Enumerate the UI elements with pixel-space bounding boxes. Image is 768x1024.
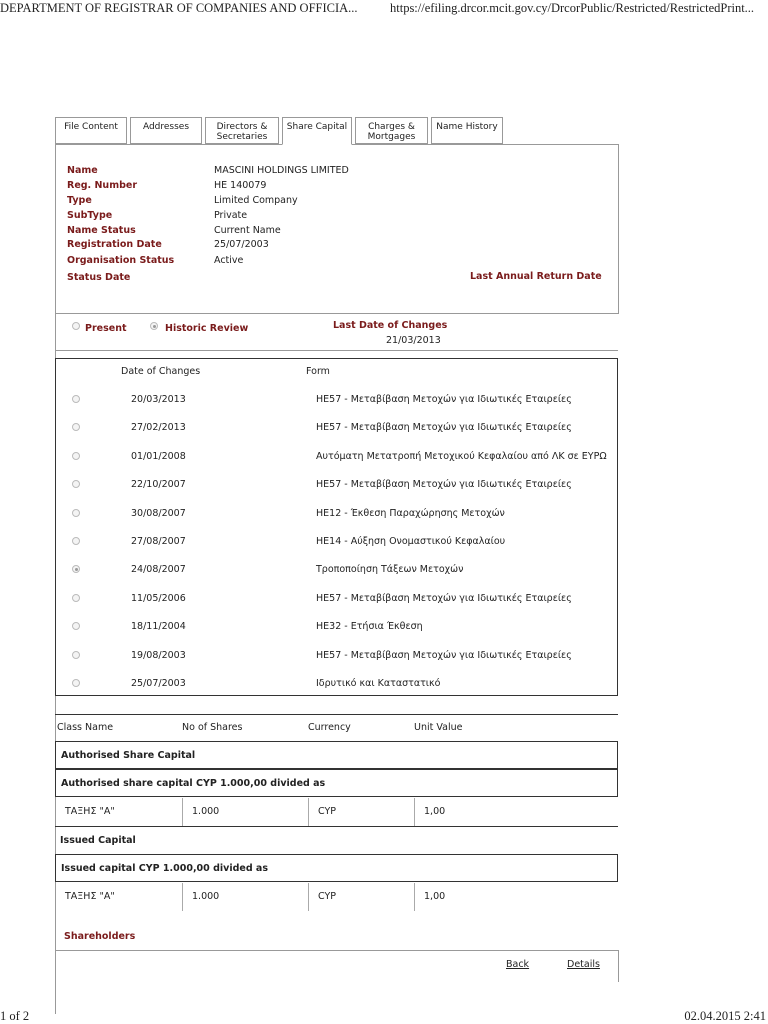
tab-label: Directors & Secretaries — [216, 122, 268, 142]
col-currency: Currency — [308, 722, 351, 733]
name-label: Name — [67, 165, 98, 176]
col-divider — [182, 883, 183, 911]
tab-label: Share Capital — [286, 122, 348, 132]
history-row-date: 18/11/2004 — [131, 621, 186, 632]
frame-right-bottom — [618, 950, 619, 982]
history-table — [55, 358, 618, 696]
issued-currency: CYP — [318, 891, 336, 902]
status-date-label: Status Date — [67, 272, 131, 283]
type-value: Limited Company — [214, 195, 298, 206]
col-divider — [414, 883, 415, 911]
history-row-date: 25/07/2003 — [131, 678, 186, 689]
history-row-date: 27/08/2007 — [131, 536, 186, 547]
history-row-form: Τροποποίηση Τάξεων Μετοχών — [316, 564, 464, 575]
history-row-radio[interactable] — [72, 509, 80, 517]
col-unit-value: Unit Value — [414, 722, 463, 733]
tab-label: Addresses — [142, 122, 190, 132]
details-link[interactable]: Details — [567, 959, 600, 970]
history-row-radio[interactable] — [72, 423, 80, 431]
issued-shares: 1.000 — [192, 891, 220, 902]
tab-label: File Content — [64, 122, 118, 132]
history-row-date: 11/05/2006 — [131, 593, 186, 604]
historic-review-radio[interactable] — [150, 322, 158, 330]
history-row-radio[interactable] — [72, 651, 80, 659]
last-annual-return-label: Last Annual Return Date — [470, 271, 602, 282]
registration-date-value: 25/07/2003 — [214, 239, 269, 250]
subtype-value: Private — [214, 210, 248, 221]
review-box-bottom — [55, 350, 618, 351]
tab-name-history[interactable] — [431, 117, 503, 144]
history-col-date: Date of Changes — [121, 366, 201, 377]
col-divider — [414, 798, 415, 826]
organisation-status-label: Organisation Status — [67, 255, 175, 266]
authorised-currency: CYP — [318, 806, 336, 817]
col-divider — [308, 798, 309, 826]
authorised-desc-row — [55, 769, 618, 797]
history-row-radio[interactable] — [72, 480, 80, 488]
issued-desc-row — [55, 854, 618, 882]
col-no-of-shares: No of Shares — [182, 722, 243, 733]
tab-label: Charges & Mortgages — [367, 122, 416, 142]
present-label: Present — [85, 323, 127, 334]
authorised-class: ΤΑΞΗΣ "Α" — [65, 806, 115, 817]
history-row-form: Ιδρυτικό και Καταστατικό — [316, 678, 441, 689]
history-row-form: Αυτόματη Μετατροπή Μετοχικού Κεφαλαίου από ΛΚ σε ΕΥΡΩ — [316, 451, 607, 462]
last-date-of-changes-value: 21/03/2013 — [386, 335, 441, 346]
history-row-form: HE32 - Ετήσια Έκθεση — [316, 621, 423, 632]
tab-addresses[interactable] — [130, 117, 202, 144]
authorised-unit-value: 1,00 — [424, 806, 446, 817]
history-row-date: 22/10/2007 — [131, 479, 186, 490]
history-row-radio[interactable] — [72, 679, 80, 687]
issued-class: ΤΑΞΗΣ "Α" — [65, 891, 115, 902]
present-radio[interactable] — [72, 322, 80, 330]
authorised-shares: 1.000 — [192, 806, 220, 817]
history-row-form: HE57 - Μεταβίβαση Μετοχών για Ιδιωτικές Εταιρείες — [316, 422, 572, 433]
history-row-date: 20/03/2013 — [131, 394, 186, 405]
col-class-name: Class Name — [57, 722, 114, 733]
back-link[interactable]: Back — [506, 959, 530, 970]
registration-date-label: Registration Date — [67, 239, 162, 250]
authorised-title: Authorised Share Capital — [61, 750, 196, 761]
history-row-form: HE57 - Μεταβίβαση Μετοχών για Ιδιωτικές Εταιρείες — [316, 593, 572, 604]
history-row-date: 30/08/2007 — [131, 508, 186, 519]
last-date-of-changes-label: Last Date of Changes — [333, 320, 448, 331]
tab-share-capital[interactable] — [282, 117, 352, 145]
subtype-label: SubType — [67, 210, 113, 221]
authorised-desc: Authorised share capital CYP 1.000,00 divided as — [61, 778, 326, 789]
tab-file-content[interactable] — [55, 117, 127, 144]
type-label: Type — [67, 195, 92, 206]
history-row-radio[interactable] — [72, 622, 80, 630]
page-number: 1 of 2 — [0, 1009, 30, 1023]
issued-desc: Issued capital CYP 1.000,00 divided as — [61, 863, 269, 874]
history-row-form: HE57 - Μεταβίβαση Μετοχών για Ιδιωτικές Εταιρείες — [316, 394, 572, 405]
history-col-form: Form — [306, 366, 330, 377]
history-row-radio[interactable] — [72, 395, 80, 403]
share-capital-top — [55, 714, 618, 715]
history-row-radio[interactable] — [72, 565, 80, 573]
tab-label: Name History — [436, 122, 498, 132]
print-datetime: 02.04.2015 2:41 — [684, 1009, 766, 1023]
authorised-title-row — [55, 741, 618, 769]
shareholders-divider — [55, 950, 618, 951]
name-value: MASCINI HOLDINGS LIMITED — [214, 165, 349, 176]
issued-title: Issued Capital — [60, 835, 136, 846]
issued-unit-value: 1,00 — [424, 891, 446, 902]
shareholders-label: Shareholders — [64, 931, 136, 942]
reg-number-value: HE 140079 — [214, 180, 267, 191]
issued-top — [55, 826, 618, 827]
history-row-radio[interactable] — [72, 452, 80, 460]
history-row-date: 19/08/2003 — [131, 650, 186, 661]
history-row-date: 27/02/2013 — [131, 422, 186, 433]
name-status-value: Current Name — [214, 225, 281, 236]
page-url: https://efiling.drcor.mcit.gov.cy/DrcorPublic/Restricted/RestrictedPrint... — [390, 1, 755, 15]
history-row-form: HE14 - Αύξηση Ονομαστικού Κεφαλαίου — [316, 536, 506, 547]
tab-directors-secretaries[interactable] — [205, 117, 279, 144]
tab-charges-mortgages[interactable] — [355, 117, 428, 144]
history-row-form: HE12 - Έκθεση Παραχώρησης Μετοχών — [316, 508, 505, 519]
history-row-radio[interactable] — [72, 594, 80, 602]
history-row-form: HE57 - Μεταβίβαση Μετοχών για Ιδιωτικές Εταιρείες — [316, 650, 572, 661]
company-box-bottom — [55, 313, 618, 314]
history-row-date: 01/01/2008 — [131, 451, 186, 462]
frame-right-top — [618, 144, 619, 314]
name-status-label: Name Status — [67, 225, 136, 236]
page-title: DEPARTMENT OF REGISTRAR OF COMPANIES AND OFFICIA... — [0, 1, 358, 15]
col-divider — [308, 883, 309, 911]
history-row-form: HE57 - Μεταβίβαση Μετοχών για Ιδιωτικές Εταιρείες — [316, 479, 572, 490]
col-divider — [182, 798, 183, 826]
organisation-status-value: Active — [214, 255, 244, 266]
reg-number-label: Reg. Number — [67, 180, 138, 191]
historic-review-label: Historic Review — [165, 323, 249, 334]
history-row-date: 24/08/2007 — [131, 564, 186, 575]
history-row-radio[interactable] — [72, 537, 80, 545]
